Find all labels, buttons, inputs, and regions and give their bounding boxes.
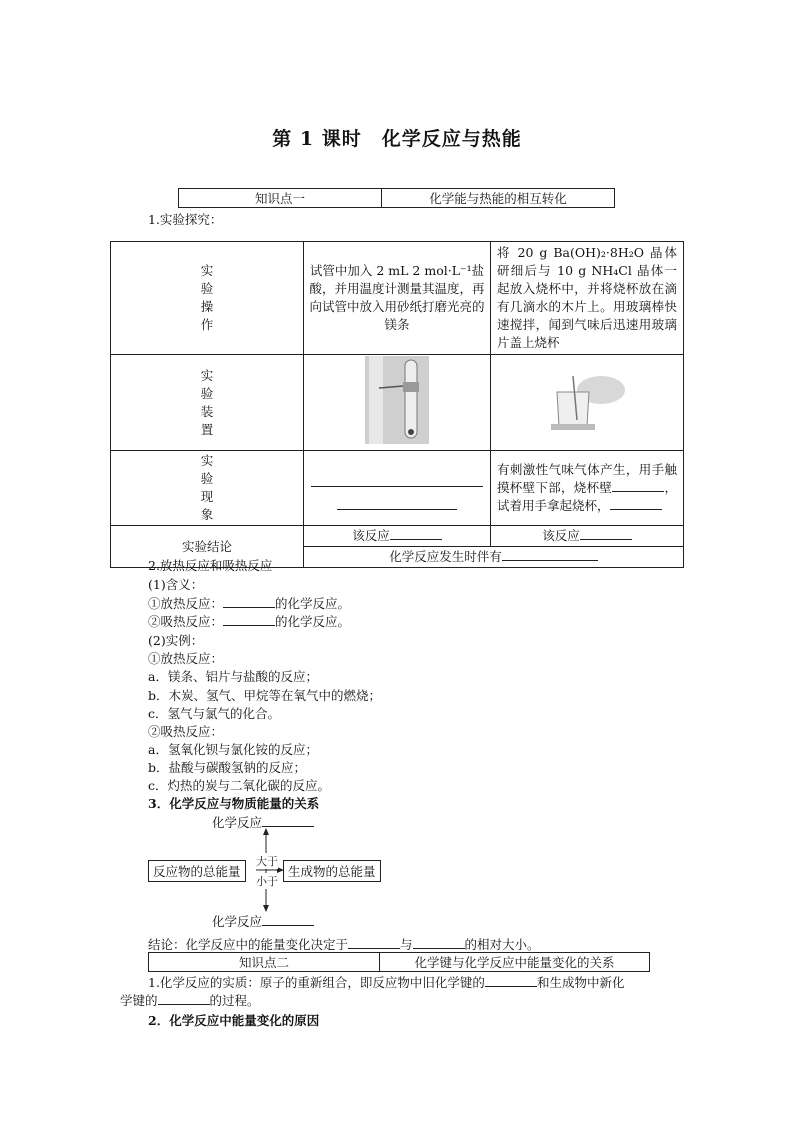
endo-definition: ②吸热反应： 的化学反应。 [148,614,351,629]
section-1-heading: 1.实验探究： [148,212,223,227]
reactant-energy-box: 反应物的总能量 [148,860,246,882]
conclusion-common-blank[interactable] [502,548,598,561]
product-energy-box: 生成物的总能量 [283,860,381,882]
conclusion-a: 该反应 [304,526,491,547]
knowledge-point-1-bar [178,188,615,208]
test-tube-image [365,356,429,444]
observation-b-blank-2[interactable] [610,497,662,510]
greater-label: 大于 [256,855,278,868]
endo-item-b: b．盐酸与碳酸氢钠的反应； [148,760,307,775]
essence-blank-1[interactable] [485,974,537,987]
row-label-device: 实 验 装 置 [111,355,304,451]
page-title: 第 1 课时 化学反应与热能 [272,128,522,150]
kp2-topic: 化学键与化学反应中能量变化的关系 [380,953,650,972]
device-a-cell [304,355,491,451]
knowledge-point-2-bar [148,952,650,972]
conclusion-a-blank[interactable] [390,527,442,540]
section-2-2: (2)实例： [148,633,204,648]
exo-definition-blank[interactable] [223,595,275,608]
reaction-essence-line-1: 1.化学反应的实质：原子的重新组合，即反应物中旧化学键的 和生成物中新化 [148,975,625,990]
beaker-stirring-image [547,368,627,432]
kp1-topic: 化学能与热能的相互转化 [382,189,615,208]
diagram-bottom-label: 化学反应 [212,912,314,930]
essence-blank-2[interactable] [158,992,210,1005]
operation-b: 将 20 g Ba(OH)₂·8H₂O 晶体研细后与 10 g NH₄Cl 晶体一起放入烧杯中，并将烧杯放在滴有几滴水的木片上。用玻璃棒快速搅拌，闻到气味后迅速用玻璃片盖上烧杯 [491,242,684,355]
exo-item-a: a．镁条、铝片与盐酸的反应； [148,669,318,684]
kp2-label: 知识点二 [149,953,380,972]
kp1-label: 知识点一 [179,189,382,208]
section-3-heading: 3．化学反应与物质能量的关系 [148,796,320,811]
conclusion-b-blank[interactable] [580,527,632,540]
exo-definition: ①放热反应： 的化学反应。 [148,596,351,611]
experiment-table [110,241,684,568]
section-2-heading: 2.放热反应和吸热反应 [148,558,273,573]
conclusion-b: 该反应 [491,526,684,547]
row-label-operation: 实 验 操 作 [111,242,304,355]
operation-a: 试管中加入 2 mL 2 mol·L⁻¹盐酸，并用温度计测量其温度，再向试管中放入用砂纸打磨光亮的镁条 [304,242,491,355]
observation-b-blank-1[interactable] [612,479,664,492]
exo-item-c: c．氢气与氯气的化合。 [148,706,281,721]
conclusion-label: 实验结论 [111,526,304,568]
diagram-bottom-blank[interactable] [262,913,314,926]
endo-heading: ②吸热反应： [148,724,224,739]
reaction-essence-line-2: 学键的 的过程。 [120,993,260,1008]
section-energy-cause-heading: 2．化学反应中能量变化的原因 [148,1013,320,1028]
device-b-cell [491,355,684,451]
diagram-top-blank[interactable] [262,814,314,827]
exo-item-b: b．木炭、氢气、甲烷等在氧气中的燃烧； [148,688,382,703]
observation-a-blank-2[interactable] [337,497,457,510]
diagram-top-label: 化学反应 [212,813,314,831]
energy-conclusion: 结论：化学反应中的能量变化决定于 与 的相对大小。 [148,937,540,952]
energy-conclusion-blank-2[interactable] [413,936,465,949]
endo-item-c: c．灼热的炭与二氧化碳的反应。 [148,778,331,793]
endo-item-a: a．氢氧化钡与氯化铵的反应； [148,742,318,757]
observation-b: 有刺激性气味气体产生，用手触摸杯壁下部，烧杯壁 ，试着用手拿起烧杯， [491,451,684,526]
section-2-1: (1)含义： [148,577,204,592]
endo-definition-blank[interactable] [223,613,275,626]
observation-a [304,451,491,526]
less-label: 小于 [256,875,278,888]
row-label-observation: 实 验 现 象 [111,451,304,526]
observation-a-blank-1[interactable] [311,472,483,487]
conclusion-common: 化学反应发生时伴有 [304,547,684,568]
exo-heading: ①放热反应： [148,651,224,666]
energy-conclusion-blank-1[interactable] [348,936,400,949]
